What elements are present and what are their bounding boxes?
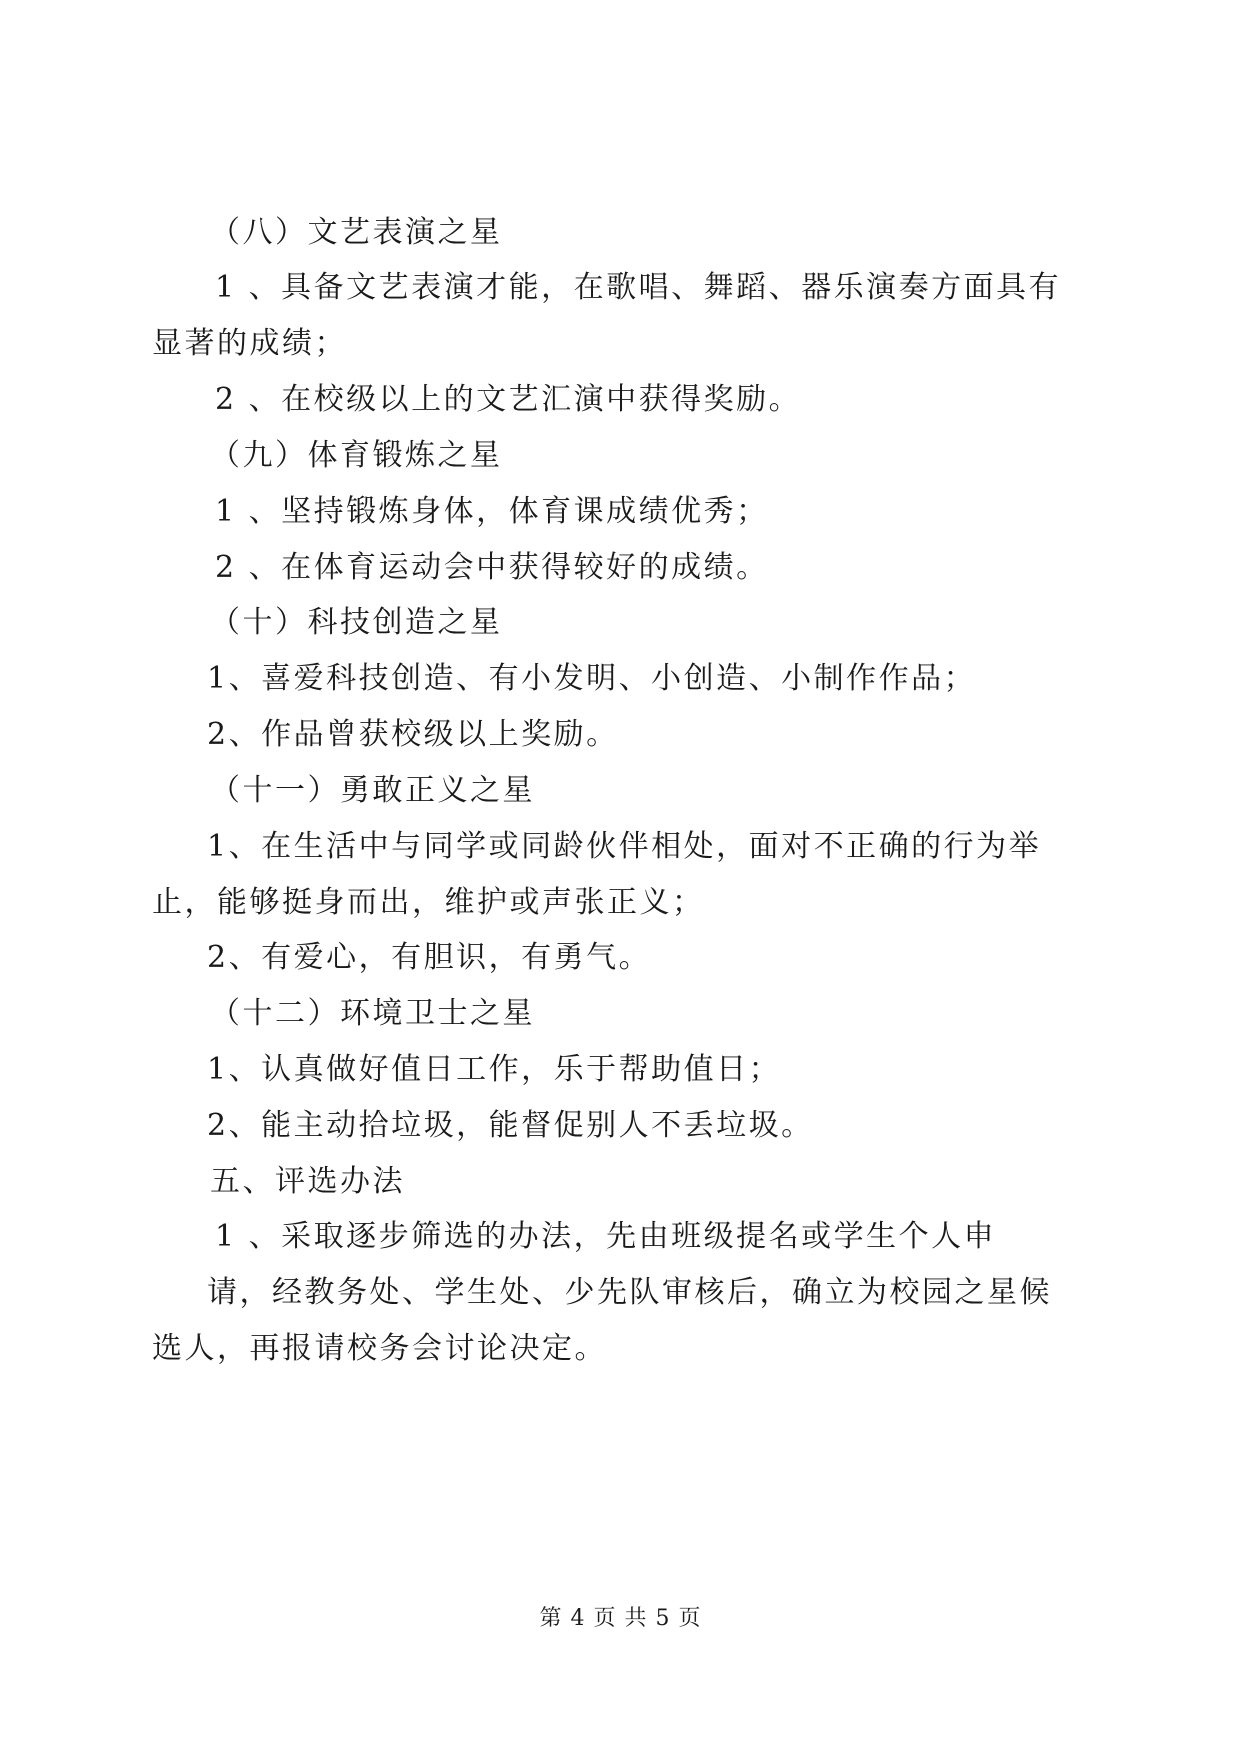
paragraph-line: 2、作品曾获校级以上奖励。: [207, 717, 619, 752]
page-number-footer: 第 4 页 共 5 页: [539, 1606, 702, 1631]
paragraph-line: 2、能主动拾垃圾，能督促别人不丢垃圾。: [207, 1108, 814, 1143]
section-heading: （十一）勇敢正义之星: [210, 773, 535, 808]
paragraph-line: 1、喜爱科技创造、有小发明、小创造、小制作作品；: [207, 661, 977, 696]
section-heading: 五、评选办法: [210, 1164, 405, 1199]
paragraph-line: 2 、在校级以上的文艺汇演中获得奖励。: [215, 382, 802, 417]
paragraph-line: 2、有爱心，有胆识，有勇气。: [207, 940, 652, 975]
paragraph-line: 1 、具备文艺表演才能，在歌唱、舞蹈、器乐演奏方面具有: [215, 270, 1062, 305]
paragraph-line: 1、认真做好值日工作，乐于帮助值日；: [207, 1052, 782, 1087]
paragraph-line: 止，能够挺身而出，维护或声张正义；: [152, 885, 705, 920]
paragraph-line: 1 、采取逐步筛选的办法，先由班级提名或学生个人申: [215, 1219, 997, 1254]
paragraph-line: 2 、在体育运动会中获得较好的成绩。: [215, 550, 769, 585]
section-heading: （十二）环境卫士之星: [210, 996, 535, 1031]
section-heading: （九）体育锻炼之星: [210, 438, 503, 473]
section-heading: （八）文艺表演之星: [210, 215, 503, 250]
section-heading: （十）科技创造之星: [210, 605, 503, 640]
paragraph-line: 请，经教务处、学生处、少先队审核后，确立为校园之星候: [207, 1275, 1052, 1310]
paragraph-line: 1、在生活中与同学或同龄伙伴相处，面对不正确的行为举: [207, 829, 1042, 864]
paragraph-line: 1 、坚持锻炼身体，体育课成绩优秀；: [215, 494, 769, 529]
paragraph-line: 选人，再报请校务会讨论决定。: [152, 1331, 607, 1366]
paragraph-line: 显著的成绩；: [152, 326, 347, 361]
